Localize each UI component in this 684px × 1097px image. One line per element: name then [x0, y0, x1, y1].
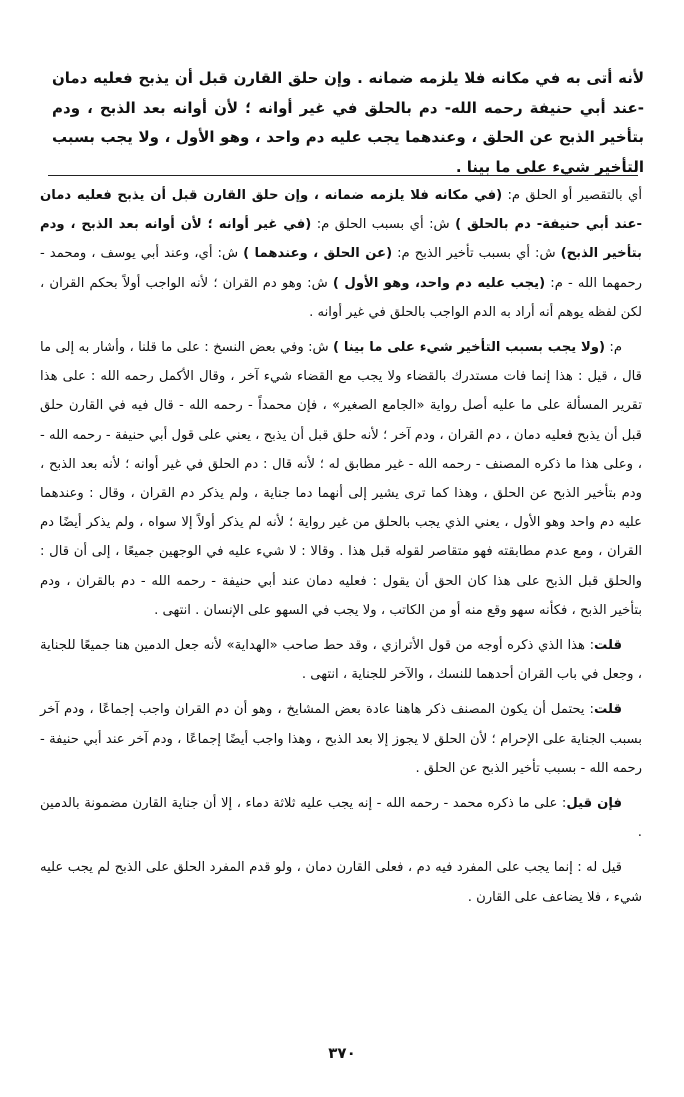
commentary-text: ش: أي، وعند أبي يوسف ، ومحمد - رحمهما الله - م:	[40, 246, 642, 291]
commentary-text: : على ما ذكره محمد - رحمه الله - إنه يجب عليه ثلاثة دماء ، إلا أن جناية القارن مضمونة بالدمين .	[40, 796, 642, 841]
commentary-paragraph-3	[40, 631, 642, 689]
page-number: ٣٧٠	[328, 1044, 356, 1062]
commentary-paragraph-6	[40, 853, 642, 911]
quoted-main-text: (في غير أوانه ؛ لأن أوانه بعد الذبح ، ودم بتأخير الذبح)	[40, 217, 642, 262]
commentary-text: م:	[605, 340, 622, 356]
commentary-paragraph-2	[40, 333, 642, 625]
objection-label: فإن قيل	[566, 796, 622, 812]
commentary-text: ش: وهو دم القران ؛ لأنه الواجب أولاً بحكم القران ، لكن لفظه يوهم أنه أراد به الدم الواجب بالحلق في غير أوانه .	[40, 275, 642, 320]
quoted-main-text: (عن الحلق ، وعندهما )	[243, 246, 393, 262]
main-text	[52, 64, 644, 182]
commentary-paragraph-4	[40, 695, 642, 783]
main-text-body: لأنه أتى به في مكانه فلا يلزمه ضمانه . وإن حلق القارن قبل أن يذبح فعليه دمان -عند أبي حنيفة رحمه الله- دم بالحلق في غير أوانه ؛ لأن أوانه بعد الذبح ، ودم بتأخير الذبح عن الحلق ، وعندهما يجب عليه دم واحد ، وهو الأول ، ولا يجب بسبب التأخير شيء على ما بينا .	[52, 69, 644, 176]
commentary-text: : هذا الذي ذكره أوجه من قول الأترازي ، وقد حط صاحب «الهداية» لأنه جعل الدمين هنا جميعًا للجناية ، وجعل في باب القران أحدهما للنسك ، والآخر للجناية ، انتهى .	[40, 638, 642, 683]
quoted-main-text: (ولا يجب بسبب التأخير شيء على ما بينا )	[333, 340, 605, 356]
commentary-text: ش: أي بسبب تأخير الذبح م:	[392, 246, 561, 262]
commentary-text: أي بالتقصير أو الحلق م:	[502, 188, 642, 203]
qultu-label: قلت	[594, 638, 622, 654]
commentary-text: قيل له : إنما يجب على المفرد فيه دم ، فعلى القارن دمان ، ولو قدم المفرد الحلق على الذبح لم يجب عليه شيء ، فلا يضاعف على القارن .	[40, 860, 642, 905]
quoted-main-text: (في مكانه فلا يلزمه ضمانه ، وإن حلق القارن قبل أن يذبح فعليه دمان -عند أبي حنيفة- دم بالحلق )	[40, 188, 643, 233]
commentary-paragraph-5	[40, 789, 642, 847]
commentary-text: ش: أي بسبب الحلق م:	[311, 217, 456, 233]
commentary-paragraph-1	[40, 181, 642, 327]
separator-line	[48, 175, 638, 176]
commentary	[40, 181, 642, 918]
commentary-text: ش: وفي بعض النسخ : على ما قلنا ، وأشار به إلى ما قال ، قيل : هذا إنما فات مستدرك بالقضاء ولا يجب مع القضاء شيء آخر ، وقال الأكمل رحمه الله : على هذا تقرير المسألة على ما عليه أصل رواية «الجامع الصغير» ، فإن محمداً - رحمه الله - قال فيه في القارن حلق قبل أن يذبح فعليه دمان ، دم القران ، ودم آخر ؛ لأنه حلق قبل أن يذبح ، يعني على قول أبي حنيفة - رحمه الله - ، وعلى هذا ما ذكره المصنف - رحمه الله - غير مطابق له ؛ لأنه قال : دم الحلق في غير أوانه ؛ لأنه بعد الذبح ، ودم بتأخير الذبح عن الحلق ، وهذا كما ترى يشير إلى أنهما دما جناية ، ولم يذكر دم القران ، وقال : وعندهما عليه دم واحد وهو الأول ، يعني الذي يجب بالحلق من غير رواية ؛ لأنه لم يذكر أولاً إلا سواه ، ولم يذكر أيضًا دم القران ، ومع عدم مطابقته فهو متقاصر لقوله قبل هذا . وقالا : لا شيء عليه في الوجهين جميعًا ، إلى أن قال : والحلق قبل الذبح على هذا كان الحق أن يقول : فعليه دمان عند أبي حنيفة - رحمه الله - دم بالقران ، ودم بتأخير الذبح ، فكأنه سهو وقع منه أو من الكاتب ، ولا يجب في السهو على الإنسان . انتهى .	[40, 340, 642, 618]
quoted-main-text: (يجب عليه دم واحد، وهو الأول )	[332, 275, 546, 291]
commentary-text: : يحتمل أن يكون المصنف ذكر هاهنا عادة بعض المشايخ ، وهو أن دم القران واجب إجماعًا ، ودم آخر بسبب الجناية على الإحرام ؛ لأن الحلق لا يجوز إلا بعد الذبح ، وهذا واجب أيضًا إجماعًا ، ودم آخر عند أبي حنيفة - رحمه الله - بسبب تأخير الذبح عن الحلق .	[40, 702, 642, 776]
qultu-label: قلت	[594, 702, 622, 718]
